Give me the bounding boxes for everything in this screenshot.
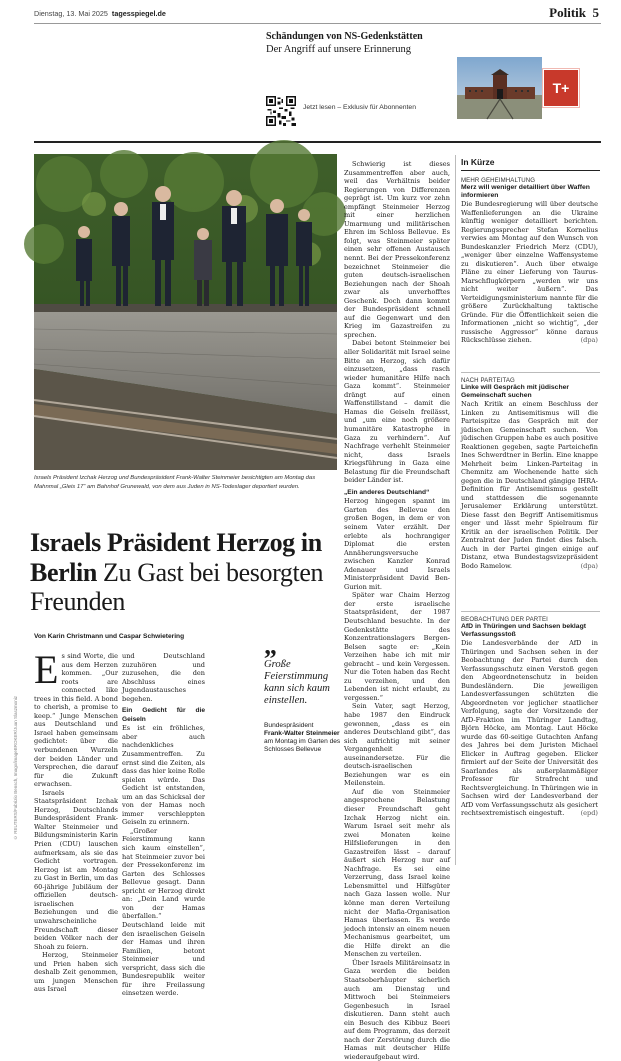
brief-title: AfD in Thüringen und Sachsen beklagt Verfassungsstoß bbox=[461, 623, 586, 639]
attr-name: Frank-Walter Steinmeier bbox=[264, 730, 340, 737]
page-header-right bbox=[549, 5, 599, 21]
paragraph: Dabei betont Steinmeier bei aller Solidarität mit Israel seine Bitte an Herzog, sich dafür einzusetzen, „dass rasch wieder humanitäre Hilfe nach Gaza kommt“. Steinmeier drängt auf einen Waffenstillstand – damit die Hamas die Geiseln freilässt, und „um eine noch größere humanitäre Katastrophe in Gaza zu verhindern“. Auf Nachfrage verhehlt Steinmeier nicht, dass Israels Kriegsführung in Gaza eine Belastung für die Freundschaft beider Länder ist. bbox=[344, 339, 450, 485]
brief-source: (dpa) bbox=[580, 561, 598, 570]
brief-item bbox=[461, 377, 598, 570]
paragraph: „Großer Feierstimmung kann sich kaum einstellen“, hat Steinmeier zuvor bei der Pressekonferenz im Garten des Schlosses Bellevue gesagt. Dann spricht er Herzog direkt an: „Dein Land wurde von der Hamas überfallen.“ Deutschland leide mit den israelischen Geiseln der Hamas und ihren Familien, betont Steinmeier und verspricht, dass sich die Bundesrepublik weiter für ihre Freilassung einsetzen werde. bbox=[122, 826, 205, 998]
paragraph: Israels Staatspräsident Izchak Herzog, Deutschlands Bundespräsident Frank-Walter Steinmeier und Bildungsministerin Karin Prien (CDU) lauschen aufmerksam, als sie das Gedicht vortragen. Herzog ist am Montag zu Gast in Berlin, um das 60-jährige Jubiläum der offiziellen deutsch-israelischen Beziehungen und die unwahrscheinliche Freundschaft dieser beiden Völker nach der Shoah zu feiern. bbox=[34, 788, 118, 951]
brief-separator bbox=[461, 372, 600, 373]
in-brief-rule bbox=[461, 170, 600, 171]
photo-credit: © REUTERS/Fabrizio Bensch, Imago/imageBROKER/Juan Slaszmoniz bbox=[13, 695, 18, 840]
brief-source: (dpa) bbox=[580, 336, 598, 345]
header-rule bbox=[34, 23, 601, 24]
byline: Von Karin Christmann und Caspar Schwietering bbox=[34, 633, 185, 640]
plus-badge-icon[interactable]: T+ bbox=[544, 70, 578, 106]
article-column-2 bbox=[122, 652, 205, 998]
brief-kicker: MEHR GEHEIMHALTUNG bbox=[461, 177, 536, 184]
paragraph: und Deutschland zuzuhören und zuzusehen, die den Abschluss eines Jugendaustausches begehen. bbox=[122, 652, 205, 703]
paragraph: Über Israels Militäreinsatz in Gaza werden die beiden Staatsoberhäupter sicherlich auch am Dienstag und Mittwoch bei Steinmeiers Gegenbesuch in Israel diskutieren. Dann steht auch ein Besuch des Kibbuz Beeri auf dem Programm, das derzeit nach der Zerstörung durch die Hamas mit deutscher Hilfe wiederaufgebaut wird. bbox=[344, 958, 450, 1061]
pull-quote-attribution bbox=[264, 722, 344, 754]
teaser-link[interactable]: Jetzt lesen – Exklusiv für Abonnenten bbox=[303, 104, 416, 111]
brief-separator bbox=[461, 611, 600, 612]
brief-title: Linke will Gespräch mit jüdischer Gemeinschaft suchen bbox=[461, 384, 570, 400]
paragraph: s sind Worte, die aus dem Herzen kommen. „Our roots are connected like trees in this field. A bond to cherish, a promise to keep.“ Junge Menschen aus Deutschland und Israel haben gemeinsam gedichtet: über die verbundenen Wurzeln der beiden Länder und Versprechen, die darauf für die Zukunft erwachsen. bbox=[34, 652, 118, 789]
brief-kicker: BEOBACHTUNG DER PARTEI bbox=[461, 616, 548, 623]
brief-text: Nach Kritik an einem Beschluss der Linken zu Antisemitismus will die Parteispitze das Gespräch mit der jüdischen Gemeinschaft suchen. Von jüdischen Gruppen habe es auch positive Reaktionen gegeben, sagte Parteichefin Ines Schwerdtner in Berlin. Eine knappe Mehrheit beim Linken-Parteitag in Chemnitz am Wochenende hatte sich gegen die in Deutschland gängige IHRA-Definition für Antisemitismus gestellt und stattdessen die sogenannte Jerusalemer Erklärung unterstützt. Diese fasst den Begriff Antisemitismus enger und lässt mehr Spielraum für Kritik an der israelischen Politik. Der Zentralrat der Juden findet dies falsch. Auch in der Partei gingen einige auf Distanz, etwa Bundestagsvizepräsident Bodo Ramelow. (dpa) bbox=[461, 400, 598, 570]
paragraph: Sein Vater, sagt Herzog, habe 1987 den Eindruck gewonnen, „dass es ein anderes Deutschland gibt“, das sich aufrichtig mit seiner Vergangenheit auseinandersetze. Für die deutsch-israelischen Beziehungen war es ein Meilenstein. bbox=[344, 702, 450, 788]
section-rule bbox=[34, 141, 601, 143]
teaser-kicker[interactable]: Schändungen von NS-Gedenkstätten bbox=[266, 31, 423, 42]
attr-role: Bundespräsident bbox=[264, 722, 314, 729]
headline-rest: Zu Gast bei besorgten Freunden bbox=[30, 557, 324, 616]
column-divider bbox=[455, 155, 456, 865]
paragraph: Herzog, Steinmeier und Prien haben sich deshalb Zeit genommen, um jungen Menschen aus Israel bbox=[34, 951, 118, 994]
drop-cap: E bbox=[34, 647, 59, 692]
qr-code-icon[interactable] bbox=[266, 96, 296, 126]
headline-bold: Israels Präsident Herzog in Berlin bbox=[30, 528, 322, 587]
brief-kicker: NACH PARTEITAG bbox=[461, 377, 515, 384]
subheading: „Ein anderes Deutschland“ bbox=[344, 488, 430, 496]
quote-mark-icon: „ bbox=[264, 631, 277, 660]
article-column-4 bbox=[344, 160, 450, 1061]
brief-source: (epd) bbox=[580, 809, 598, 818]
paragraph: Auf die von Steinmeier angesprochene Belastung dieser Freundschaft geht Izchak Herzog nicht ein. Warum Israel seit mehr als zwei Monaten keine Hilfslieferungen in den Gazastreifen lässt – darauf äußert sich Herzog nur auf Nachfrage. Es sei eine Verzerrung, dass Israel keine Lebensmittel und Hilfsgüter nach Gaza lassen wolle. Nur könne man deren Verteilung nicht der Mafia-Organisation Hamas überlassen. Es werde jedoch intensiv an einem neuen Mechanismus gearbeitet, um die Hilfe direkt an die Menschen zu verteilen. bbox=[344, 787, 450, 959]
subheading: Ein Gedicht für die Geiseln bbox=[122, 707, 205, 723]
pull-quote: Große Feierstimmung kann sich kaum einstellen. bbox=[264, 659, 330, 706]
issue-date: Dienstag, 13. Mai 2025 bbox=[34, 9, 108, 18]
brief-text: Die Landesverbände der AfD in Thüringen und Sachsen sehen in der Beobachtung der Partei durch den Verfassungsschutz einen Verstoß gegen den Abgeordnetenschutz in beiden Bundesländern. Die jeweiligen Landesverfassungen schützten die Abgeordneten vor jeglicher staatlicher Verfolgung, sagte der Vorsitzende der AfD-Fraktion im Thüringer Landtag, Björn Höcke, am Montag. Laut Höcke wurde das 60-seitige Gutachten Anfang des Jahres bei dem Juristen Michael Elicker in Auftrag gegeben. Elicker firmiert auf der Seite der Universität des Saarlandes als außerplanmäßiger Professor für Strafrecht und Rechtsvergleichung. In Thüringen wie in Sachsen wird der Landesverband der AfD vom Verfassungsschutz als gesichert rechtsextremistisch eingestuft. (epd) bbox=[461, 639, 598, 818]
paragraph: Schwierig ist dieses Zusammentreffen aber auch, weil das Verhältnis beider Regierungen von Differenzen geprägt ist. Um kurz vor zehn empfängt Steinmeier Herzog mit einer herzlichen Umarmung und militärischen Ehren im Schloss Bellevue. Es folgt, was Steinmeier später einen sehr offenen Austausch nennt. Bei der Pressekonferenz bezeichnet Steinmeier die guten deutsch-israelischen Beziehungen nach der Shoah zwar als unverhofftes Geschenk. Doch dann kommt der Bundespräsident schnell auf die Gegenwart und den Krieg im Gazastreifen zu sprechen. bbox=[344, 160, 450, 339]
teaser-photo[interactable] bbox=[457, 57, 542, 119]
article-column-1 bbox=[34, 647, 118, 994]
paragraph: Es ist ein fröhliches, aber auch nachdenkliches Zusammentreffen. Zu ernst sind die Zeiten, als dass das hier keine Rolle spielen würde. Das Gedicht ist entstanden, um an das Schicksal der von der Hamas noch immer verschleppten Geiseln zu erinnern. bbox=[122, 724, 205, 827]
section-name: Politik bbox=[549, 5, 586, 20]
teaser-title[interactable]: Der Angriff auf unsere Erinnerung bbox=[266, 44, 412, 55]
page-header-left bbox=[34, 9, 166, 18]
brief-item bbox=[461, 616, 598, 818]
attr-context: am Montag im Garten des Schlosses Bellevue bbox=[264, 738, 341, 753]
site-name: tagesspiegel.de bbox=[111, 9, 166, 18]
paragraph: Herzog hingegen spannt im Garten des Bellevue den großen Bogen, in dem er von seinem Vater erzählt. Der erlebte als hochrangiger Diplomat die ersten Annäherungsversuche zwischen Kanzler Konrad Adenauer und Israels Ministerpräsident David Ben-Gurion mit. bbox=[344, 497, 450, 591]
brief-title: Merz will weniger detailliert über Waffen informieren bbox=[461, 184, 590, 200]
in-brief-heading: In Kürze bbox=[461, 157, 495, 167]
main-photo bbox=[34, 154, 337, 470]
paragraph: Später war Chaim Herzog der erste israelische Staatspräsident, der 1987 Deutschland besuchte. In der Gedenkstätte des Konzentrationslagers Bergen-Belsen sagte er: „Kein Verzeihen habe ich mit mir gebracht – und kein Vergessen. Nur die Toten haben das Recht zu verzeihen, und den Lebenden ist nicht erlaubt, zu vergessen.“ bbox=[344, 591, 450, 702]
photo-caption: Israels Präsident Izchak Herzog und Bundespräsident Frank-Walter Steinmeier besichtigten am Montag das Mahnmal „Gleis 17“ am Bahnhof Grunewald, von dem aus Juden in NS-Todeslager deportiert wurden. bbox=[34, 475, 316, 490]
brief-item bbox=[461, 177, 598, 345]
page-number: 5 bbox=[592, 5, 599, 20]
article-headline bbox=[30, 528, 340, 617]
brief-text: Die Bundesregierung will über deutsche Waffenlieferungen an die Ukraine künftig weniger detailliert berichten. Regierungssprecher Stefan Kornelius verwies am Montag auf den Wunsch von Bundeskanzler Friedrich Merz (CDU), „weniger über einzelne Waffensysteme zu diskutieren“. Auch über etwaige Pläne zu einer Lieferung von Taurus-Marschflugkörpern „werden wir uns nicht weiter äußern“. Das Verteidigungsministerium nannte für die größere Zurückhaltung taktische Gründe. Für die Öffentlichkeit seien die Informationen „nicht so wichtig“, „der russische Aggressor“ könne daraus Rückschlüsse ziehen. (dpa) bbox=[461, 200, 598, 345]
